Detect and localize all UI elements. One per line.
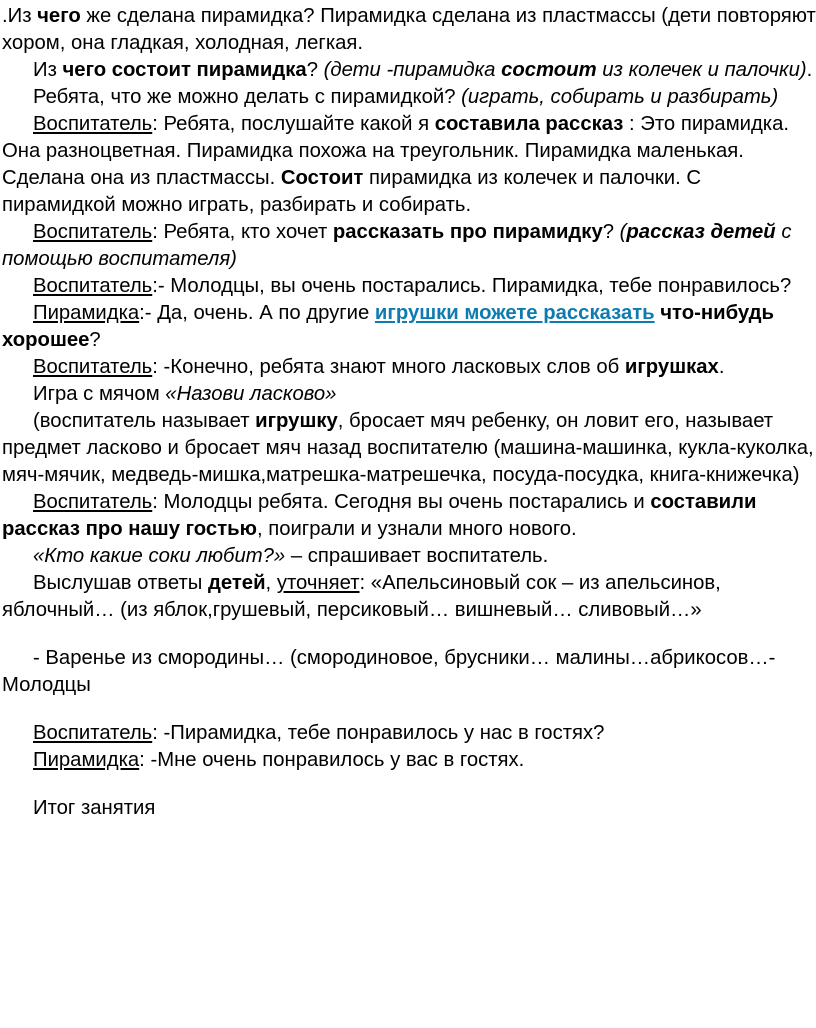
paragraph-5	[2, 219, 816, 273]
bold-italic-text: состоит	[501, 59, 597, 81]
bold-text: игрушках	[624, 356, 719, 378]
text: - Варенье из смородины… (смородиновое, брусники… малины…абрикосов…- Молодцы	[2, 647, 776, 696]
text: : Ребята, кто хочет	[152, 221, 333, 243]
speaker-label: Воспитатель	[33, 356, 153, 378]
speaker-label: Воспитатель	[33, 113, 153, 135]
italic-text: «Кто какие соки любит?»	[33, 545, 286, 567]
text: ?	[89, 329, 101, 351]
italic-text: с помощью воспитателя)	[2, 221, 792, 270]
bold-text: игрушку	[255, 410, 338, 432]
text: пирамидка из колечек и палочки. С пирамидкой можно играть, разбирать и собирать.	[2, 167, 702, 216]
paragraph-3	[2, 84, 816, 111]
underlined-text: уточняет	[276, 572, 360, 594]
italic-text: из колечек и палочки)	[596, 59, 807, 81]
paragraph-6	[2, 273, 816, 300]
bold-text: чего состоит пирамидка	[62, 59, 307, 81]
paragraph-1	[2, 0, 816, 57]
bold-text: составила рассказ	[434, 113, 624, 135]
toys-link[interactable]: игрушки можете рассказать	[374, 302, 655, 324]
italic-text: «Назови ласково»	[165, 383, 337, 405]
paragraph-13	[2, 570, 816, 624]
text: : «Апельсиновый сок – из апельсинов, яблочный… (из яблок,грушевый, персиковый… вишневый… сливовый…»	[2, 572, 721, 621]
text: , бросает мяч ребенку, он ловит его, называет предмет ласково и бросает мяч назад воспитателю (машина-машинка, кукла-куколка, мяч-мячик, медведь-мишка,матрешка-матрешечка, посуда-посудка, книга-книжечка)	[2, 410, 814, 486]
paragraph-16	[2, 747, 816, 774]
text: же сделана пирамидка? Пирамидка сделана из пластмассы (дети повторяют хором, она гладкая, холодная, легкая.	[2, 5, 816, 54]
text: .	[806, 59, 813, 81]
italic-text: (	[619, 221, 627, 243]
text: ?	[306, 59, 324, 81]
paragraph-7	[2, 300, 816, 354]
bold-text: детей	[207, 572, 266, 594]
bold-text: составили рассказ про нашу гостью	[2, 491, 757, 540]
text: Итог занятия	[33, 797, 156, 819]
bold-text: чего	[37, 5, 81, 27]
italic-text: (дети -пирамидка	[323, 59, 502, 81]
text: .	[718, 356, 725, 378]
speaker-label: Воспитатель	[33, 221, 153, 243]
bold-italic-text: рассказ детей	[626, 221, 776, 243]
paragraph-15	[2, 720, 816, 747]
text: Из	[33, 59, 63, 81]
text: (воспитатель называет	[33, 410, 256, 432]
speaker-label: Воспитатель	[33, 275, 153, 297]
text: Ребята, что же можно делать с пирамидкой?	[33, 86, 462, 108]
speaker-label: Пирамидка	[33, 302, 140, 324]
paragraph-8	[2, 354, 816, 381]
text: : Это пирамидка. Она разноцветная. Пирамидка похожа на треугольник. Пирамидка маленькая. Сделана она из пластмассы.	[2, 113, 790, 189]
text: ?	[602, 221, 620, 243]
paragraph-12	[2, 543, 816, 570]
text: : -Пирамидка, тебе понравилось у нас в гостях?	[152, 722, 605, 744]
paragraph-17	[2, 795, 816, 822]
bold-text: рассказать про пирамидку	[332, 221, 603, 243]
text: :- Молодцы, вы очень постарались. Пирамидка, тебе понравилось?	[152, 275, 792, 297]
text: Игра с мячом	[33, 383, 166, 405]
text: ,	[265, 572, 277, 594]
speaker-label: Воспитатель	[33, 722, 153, 744]
text: : -Мне очень понравилось у вас в гостях.	[139, 749, 525, 771]
paragraph-11	[2, 489, 816, 543]
paragraph-10	[2, 408, 816, 489]
speaker-label: Воспитатель	[33, 491, 153, 513]
text: – спрашивает воспитатель.	[285, 545, 549, 567]
bold-text: Состоит	[280, 167, 364, 189]
text: : -Конечно, ребята знают много ласковых слов об	[152, 356, 625, 378]
text: : Ребята, послушайте какой я	[152, 113, 435, 135]
text: .Из	[2, 5, 38, 27]
speaker-label: Пирамидка	[33, 749, 140, 771]
paragraph-2	[2, 57, 816, 84]
bold-text: что-нибудь хорошее	[2, 302, 774, 351]
text: : Молодцы ребята. Сегодня вы очень постарались и	[152, 491, 651, 513]
text: , поиграли и узнали много нового.	[256, 518, 577, 540]
italic-text: (играть, собирать и разбирать)	[461, 86, 779, 108]
text: :- Да, очень. А по другие	[139, 302, 375, 324]
paragraph-14	[2, 645, 816, 699]
text: Выслушав ответы	[33, 572, 208, 594]
paragraph-9	[2, 381, 816, 408]
paragraph-4	[2, 111, 816, 219]
